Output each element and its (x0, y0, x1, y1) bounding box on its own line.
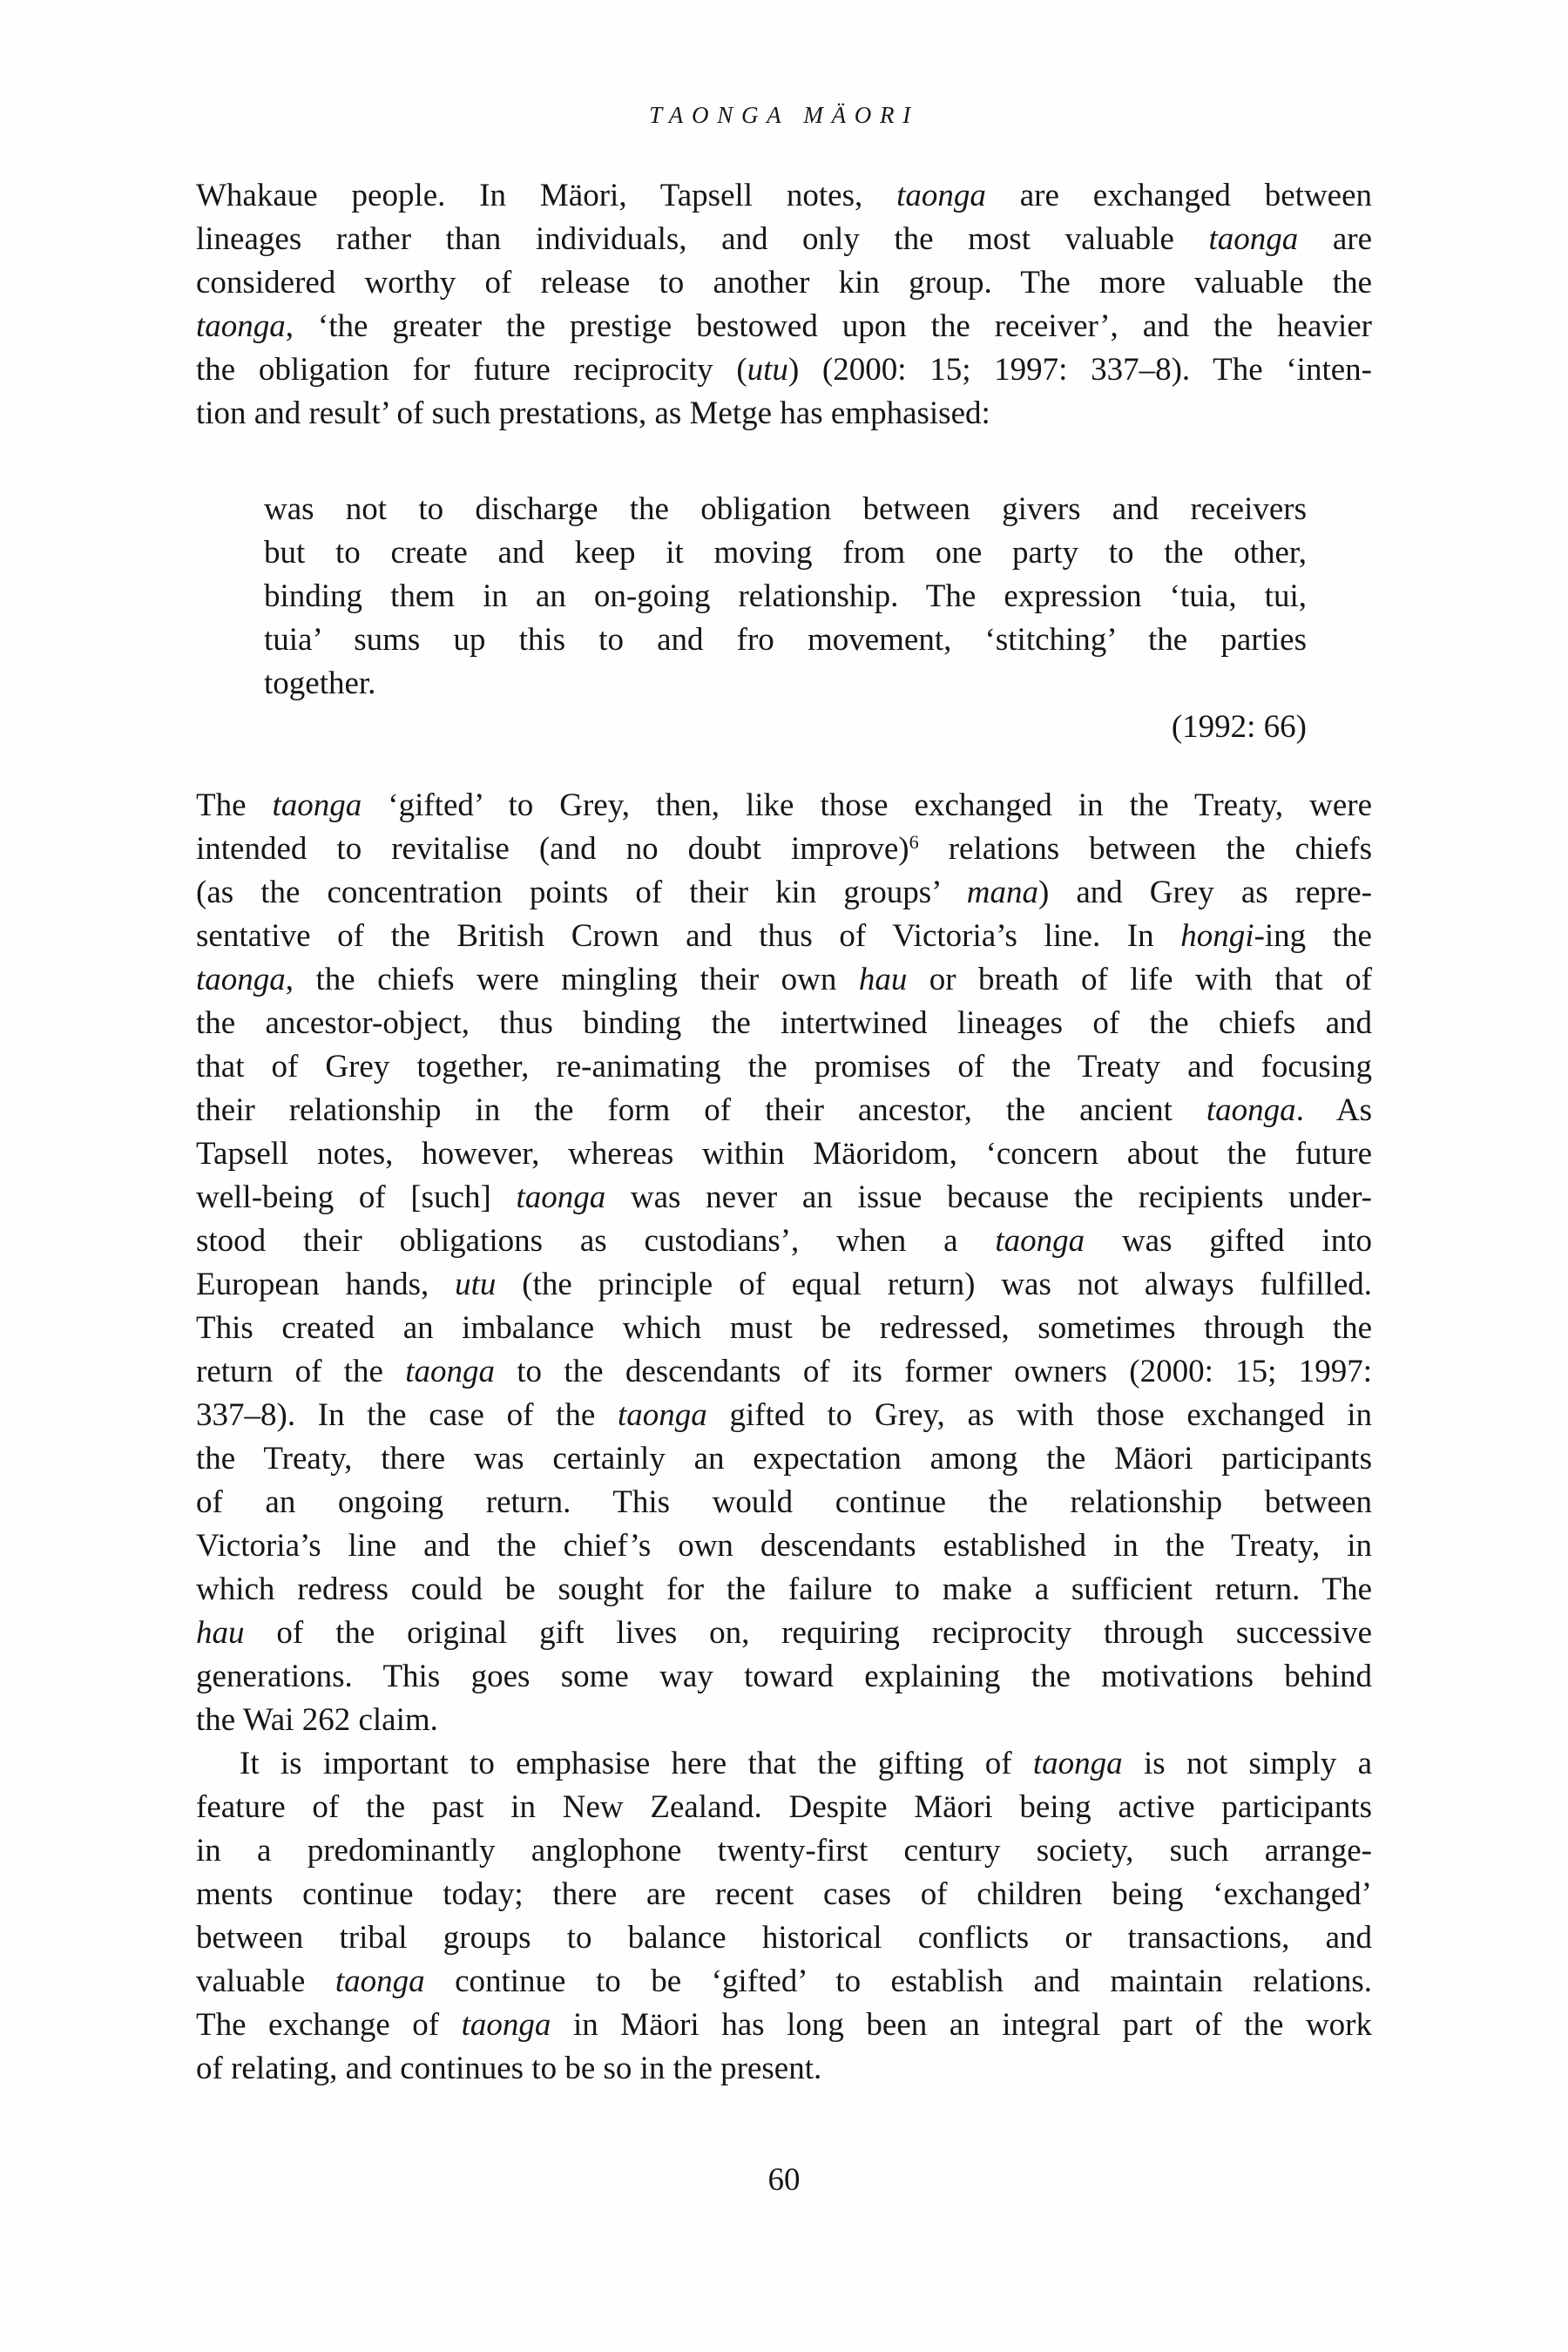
italic-term: taonga (196, 962, 286, 997)
text-run: , the chiefs were mingling their own (285, 962, 859, 997)
text-run: Victoria’s line and the chief’s own descendants established in the Treaty, in (196, 1528, 1372, 1564)
text-run: This created an imbalance which must be redressed, sometimes through the (196, 1310, 1372, 1346)
text-run: It is important to emphasise here that the gifting of (240, 1746, 1033, 1781)
text-line (196, 958, 1372, 1002)
text-line (196, 1742, 1372, 1786)
italic-term: utu (455, 1267, 497, 1302)
text-run: the ancestor-object, thus binding the intertwined lineages of the chiefs and (196, 1005, 1372, 1041)
paragraph-3 (196, 1742, 1372, 2091)
text-line (196, 2004, 1372, 2047)
italic-term: taonga (196, 308, 286, 344)
text-run: was never an issue because the recipients under- (605, 1179, 1373, 1215)
text-run: considered worthy of release to another kin group. The more valuable the (196, 265, 1372, 301)
text-line (196, 1873, 1372, 1916)
text-line (196, 1786, 1372, 1829)
italic-term: taonga (1032, 1746, 1123, 1781)
text-run: tion and result’ of such prestations, as Metge has emphasised: (196, 395, 990, 431)
text-run: ) (2000: 15; 1997: 337–8). The ‘inten- (787, 352, 1372, 388)
text-run: of an ongoing return. This would continue the relationship between (196, 1484, 1372, 1520)
text-run: the obligation for future reciprocity ( (196, 352, 747, 388)
text-line (196, 1829, 1372, 1873)
quote-citation: (1992: 66) (1171, 709, 1307, 745)
page-number: 60 (767, 2162, 801, 2198)
italic-term: taonga (272, 787, 362, 823)
text-line (196, 305, 1372, 348)
text-run: are (1298, 221, 1372, 257)
text-line (196, 218, 1372, 261)
text-run: The exchange of (196, 2007, 462, 2043)
text-line (196, 1655, 1372, 1699)
text-run: to the descendants of its former owners (2000: 15; 1997: (495, 1354, 1373, 1389)
block-quote (264, 488, 1307, 706)
text-line (196, 1350, 1372, 1394)
text-run: Whakaue people. In Mäori, Tapsell notes, (196, 178, 897, 213)
text-run: return of the (196, 1354, 406, 1389)
text-run: relations between the chiefs (918, 831, 1372, 867)
text-line (196, 828, 1372, 871)
text-line (196, 915, 1372, 958)
text-run: -ing the (1254, 918, 1372, 954)
italic-term: taonga (1208, 221, 1299, 257)
text-run: generations. This goes some way toward explaining the motivations behind (196, 1659, 1372, 1694)
text-line (196, 1263, 1372, 1307)
text-line (196, 784, 1372, 828)
text-line (196, 1568, 1372, 1612)
italic-term: taonga (516, 1179, 606, 1215)
text-line (196, 392, 1372, 436)
text-line (196, 348, 1372, 392)
italic-term: taonga (995, 1223, 1085, 1259)
text-line (264, 488, 1307, 531)
text-line (196, 871, 1372, 915)
text-run: was gifted into (1085, 1223, 1372, 1259)
text-run: Tapsell notes, however, whereas within Mäoridom, ‘concern about the future (196, 1136, 1372, 1172)
text-run: ‘gifted’ to Grey, then, like those exchanged in the Treaty, were (362, 787, 1372, 823)
text-run: , ‘the greater the prestige bestowed upon the receiver’, and the heavier (285, 308, 1372, 344)
text-run: ) and Grey as repre- (1037, 875, 1372, 910)
text-run: binding them in an on-going relationship. The expression ‘tuia, tui, (264, 578, 1307, 614)
text-line (196, 1089, 1372, 1132)
text-line (196, 1481, 1372, 1524)
text-run: in Mäori has long been an integral part of the work (551, 2007, 1372, 2043)
text-run: together. (264, 666, 376, 701)
text-line (264, 575, 1307, 618)
text-run: in a predominantly anglophone twenty-first century society, such arrange- (196, 1833, 1372, 1869)
italic-term: mana (966, 875, 1038, 910)
text-run: . As (1295, 1092, 1372, 1128)
text-line (196, 1960, 1372, 2004)
text-block (196, 174, 1372, 2091)
text-run: well-being of [such] (196, 1179, 517, 1215)
italic-term: hau (196, 1615, 245, 1651)
text-line (196, 1307, 1372, 1350)
text-run: continue to be ‘gifted’ to establish and maintain relations. (424, 1963, 1373, 1999)
text-run: intended to revitalise (and no doubt improve) (196, 831, 909, 867)
text-run: 337–8). In the case of the (196, 1397, 618, 1433)
text-run: which redress could be sought for the failure to make a sufficient return. The (196, 1571, 1372, 1607)
italic-term: taonga (405, 1354, 495, 1389)
text-run: (as the concentration points of their kin groups’ (196, 875, 967, 910)
text-run: of relating, and continues to be so in the present. (196, 2051, 822, 2086)
italic-term: taonga (461, 2007, 551, 2043)
text-line (264, 662, 1307, 706)
text-run: the Wai 262 claim. (196, 1702, 438, 1738)
text-run: gifted to Grey, as with those exchanged in (706, 1397, 1372, 1433)
text-run: lineages rather than individuals, and only the most valuable (196, 221, 1209, 257)
text-run: ments continue today; there are recent cases of children being ‘exchanged’ (196, 1876, 1372, 1912)
text-line (196, 1612, 1372, 1655)
text-line (196, 1394, 1372, 1437)
italic-term: taonga (896, 178, 986, 213)
text-run: The (196, 787, 273, 823)
text-line (196, 1176, 1372, 1220)
italic-term: utu (747, 352, 788, 388)
text-run: or breath of life with that of (907, 962, 1372, 997)
text-run: the Treaty, there was certainly an expectation among the Mäori participants (196, 1441, 1372, 1477)
text-run: valuable (196, 1963, 335, 1999)
running-header: TAONGA MÄORI (649, 102, 919, 128)
paragraph-2 (196, 784, 1372, 1742)
italic-term: taonga (1206, 1092, 1296, 1128)
text-run: are exchanged between (985, 178, 1373, 213)
text-run: is not simply a (1122, 1746, 1372, 1781)
text-line (196, 1045, 1372, 1089)
italic-term: taonga (335, 1963, 425, 1999)
text-line (196, 1002, 1372, 1045)
text-run: of the original gift lives on, requiring reciprocity through successive (244, 1615, 1372, 1651)
text-run: European hands, (196, 1267, 456, 1302)
text-line (196, 1916, 1372, 1960)
text-line (196, 1220, 1372, 1263)
text-run: their relationship in the form of their ancestor, the ancient (196, 1092, 1206, 1128)
text-run: stood their obligations as custodians’, when a (196, 1223, 996, 1259)
text-run: tuia’ sums up this to and fro movement, ‘stitching’ the parties (264, 622, 1307, 658)
text-line (196, 174, 1372, 218)
text-line (264, 618, 1307, 662)
footnote-marker: 6 (909, 830, 919, 853)
italic-term: hongi (1180, 918, 1254, 954)
italic-term: hau (858, 962, 908, 997)
text-run: was not to discharge the obligation between givers and receivers (264, 491, 1307, 527)
paragraph-1 (196, 174, 1372, 436)
text-line (196, 261, 1372, 305)
text-run: but to create and keep it moving from one party to the other, (264, 535, 1307, 571)
text-run: sentative of the British Crown and thus of Victoria’s line. In (196, 918, 1181, 954)
text-line (196, 1699, 1372, 1742)
text-line (196, 2047, 1372, 2091)
italic-term: taonga (618, 1397, 707, 1433)
text-line (264, 531, 1307, 575)
text-run: between tribal groups to balance historical conflicts or transactions, and (196, 1920, 1372, 1956)
text-run: feature of the past in New Zealand. Despite Mäori being active participants (196, 1789, 1372, 1825)
text-run: that of Grey together, re-animating the promises of the Treaty and focusing (196, 1049, 1372, 1085)
text-line (196, 1437, 1372, 1481)
text-line (196, 1524, 1372, 1568)
text-run: (the principle of equal return) was not always fulfilled. (496, 1267, 1372, 1302)
text-line (196, 1132, 1372, 1176)
